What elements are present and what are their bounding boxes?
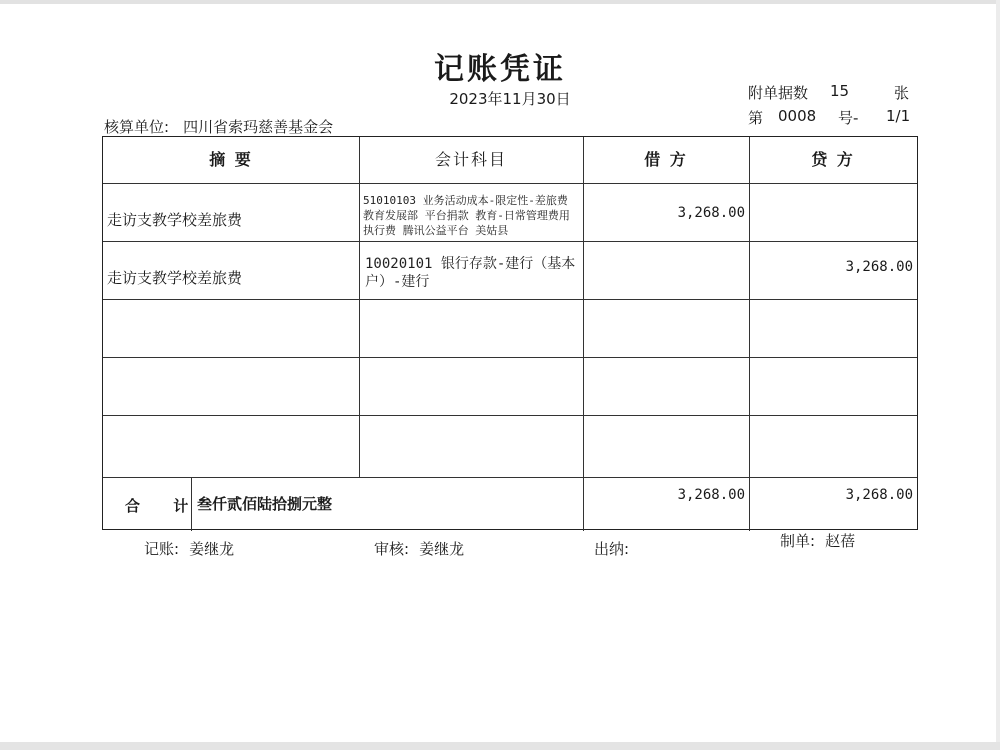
voucher-table bbox=[102, 136, 918, 530]
total-credit: 3,268.00 bbox=[845, 487, 913, 503]
header-summary: 摘 要 bbox=[209, 150, 253, 169]
row-divider-header bbox=[103, 183, 917, 184]
footer-cashier bbox=[594, 538, 639, 559]
row-divider-1 bbox=[103, 241, 917, 242]
cashier-label: 出纳: bbox=[594, 540, 630, 558]
col-divider-debit bbox=[749, 137, 750, 531]
attachment-unit: 张 bbox=[894, 84, 910, 102]
preparer-name: 赵蓓 bbox=[825, 532, 856, 550]
accounting-unit bbox=[104, 116, 333, 137]
accounting-unit-label: 核算单位: bbox=[104, 118, 170, 136]
reviewer-label: 审核: bbox=[374, 540, 410, 558]
preparer-label: 制单: bbox=[780, 532, 816, 550]
voucher-number-prefix: 第 bbox=[748, 109, 764, 127]
voucher-date: 2023年11月30日 bbox=[449, 90, 571, 108]
voucher-number-suffix: 号- bbox=[838, 109, 859, 127]
total-debit: 3,268.00 bbox=[677, 487, 745, 503]
reviewer-name: 姜继龙 bbox=[419, 540, 465, 558]
row1-debit: 3,268.00 bbox=[677, 205, 745, 221]
voucher-page: 1/1 bbox=[886, 107, 911, 125]
attachment-label: 附单据数 bbox=[748, 84, 809, 102]
row-divider-3 bbox=[103, 357, 917, 358]
bookkeeper-label: 记账: bbox=[144, 540, 180, 558]
row2-credit: 3,268.00 bbox=[845, 259, 913, 275]
row-divider-4 bbox=[103, 415, 917, 416]
scan-edge-top bbox=[0, 0, 1000, 4]
scan-edge-bottom bbox=[0, 742, 1000, 750]
bookkeeper-name: 姜继龙 bbox=[189, 540, 235, 558]
voucher-number bbox=[748, 107, 918, 127]
row1-account: 51010103 业务活动成本-限定性-差旅费 教育发展部 平台捐款 教育-日常管理费用 执行费 腾讯公益平台 美姑县 bbox=[363, 194, 570, 237]
row1-summary: 走访支教学校差旅费 bbox=[107, 211, 243, 229]
header-debit: 借 方 bbox=[644, 150, 688, 169]
header-account: 会计科目 bbox=[434, 150, 507, 169]
footer-reviewer bbox=[374, 538, 464, 559]
voucher-title: 记账凭证 bbox=[434, 52, 566, 87]
header-credit: 贷 方 bbox=[811, 150, 855, 169]
voucher-number-value: 0008 bbox=[778, 107, 817, 125]
scan-edge-right bbox=[996, 0, 1000, 750]
attachment-value: 15 bbox=[830, 82, 850, 100]
total-label: 合 计 bbox=[125, 497, 203, 515]
col-divider-account bbox=[583, 137, 584, 531]
row2-summary: 走访支教学校差旅费 bbox=[107, 269, 243, 287]
row-divider-2 bbox=[103, 299, 917, 300]
attachment-count bbox=[748, 82, 918, 102]
footer-preparer bbox=[780, 530, 855, 551]
row2-account: 10020101 银行存款-建行（基本户）-建行 bbox=[365, 256, 576, 290]
footer-bookkeeper bbox=[144, 538, 234, 559]
col-divider-summary bbox=[359, 137, 360, 477]
accounting-unit-value: 四川省索玛慈善基金会 bbox=[183, 118, 334, 136]
total-amount-words: 叁仟贰佰陆拾捌元整 bbox=[197, 495, 333, 513]
row-divider-total bbox=[103, 477, 917, 478]
